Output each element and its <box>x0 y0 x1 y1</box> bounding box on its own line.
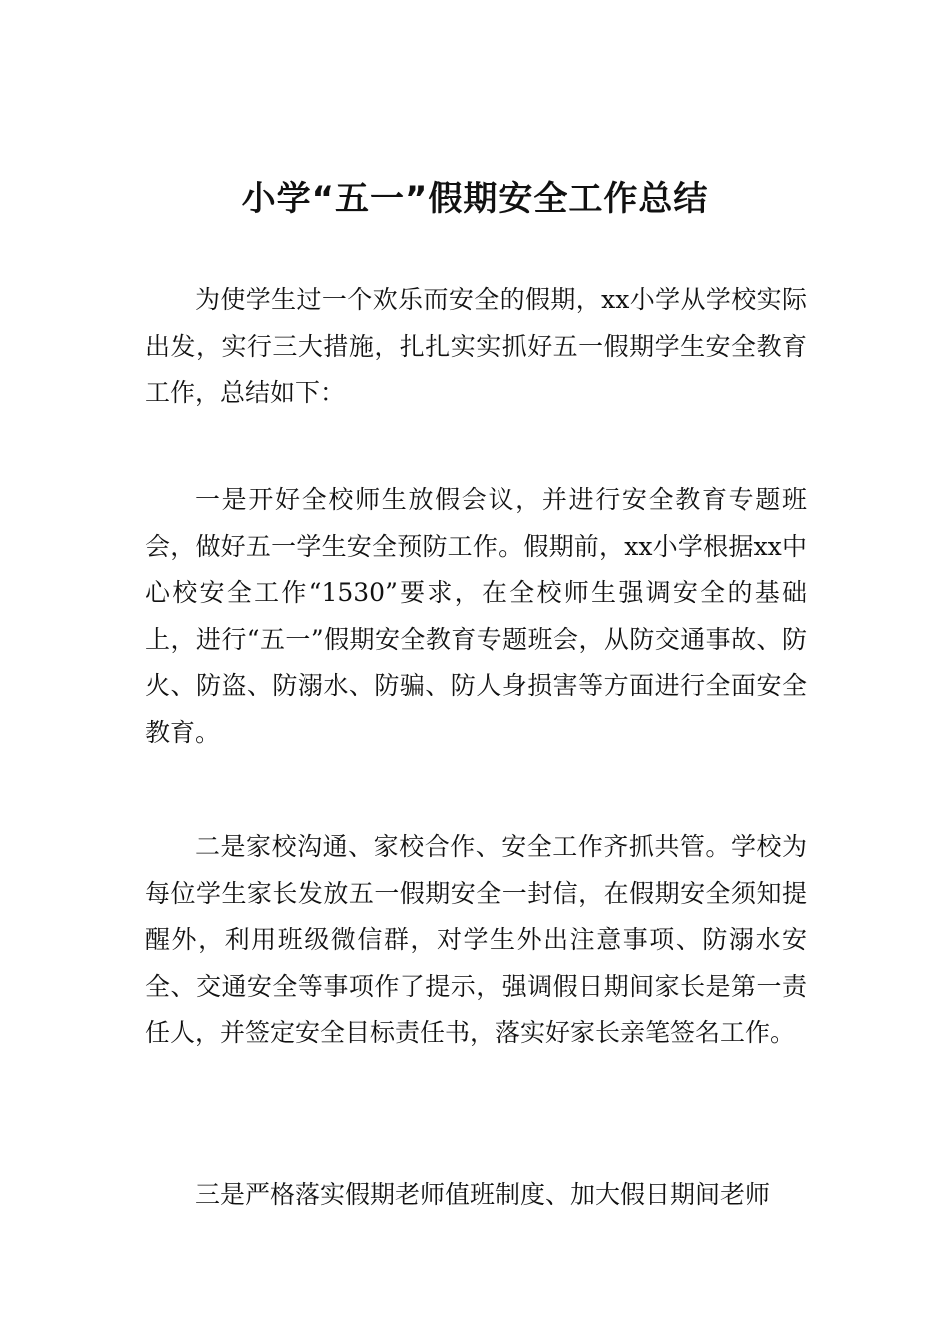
paragraph-measure-3: 三是严格落实假期老师值班制度、加大假日期间老师 <box>195 1180 771 1209</box>
paragraph-measure-2: 二是家校沟通、家校合作、安全工作齐抓共管。学校为每位学生家长发放五一假期安全一封信，在假期安全须知提醒外，利用班级微信群，对学生外出注意事项、防溺水安全、交通安全等事项作了提示，强调假日期间家长是第一责任人，并签定安全目标责任书，落实好家长亲笔签名工作。 <box>145 832 807 1047</box>
paragraph-intro: 为使学生过一个欢乐而安全的假期，xx小学从学校实际出发，实行三大措施，扎扎实实抓好五一假期学生安全教育工作，总结如下： <box>145 285 807 407</box>
paragraph-measure-1: 一是开好全校师生放假会议，并进行安全教育专题班会，做好五一学生安全预防工作。假期前，xx小学根据xx中心校安全工作“1530”要求，在全校师生强调安全的基础上，进行“五一”假期安全教育专题班会，从防交通事故、防火、防盗、防溺水、防骗、防人身损害等方面进行全面安全教育。 <box>145 485 807 747</box>
document-title: 小学“五一”假期安全工作总结 <box>241 179 709 219</box>
